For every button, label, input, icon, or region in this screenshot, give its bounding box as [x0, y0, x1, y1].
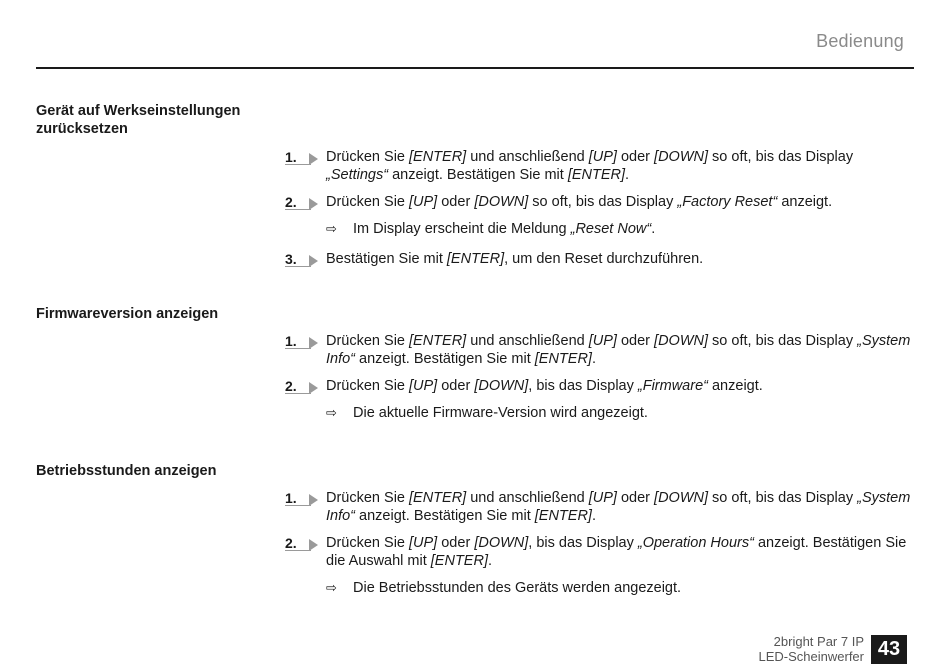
- text-run: und anschließend: [466, 149, 589, 165]
- emphasis-text: [ENTER]: [534, 351, 592, 367]
- step-list: [285, 489, 915, 597]
- emphasis-text: [UP]: [409, 194, 438, 210]
- step-arrow-icon: [309, 337, 318, 349]
- step-arrow-icon: [309, 539, 318, 551]
- text-run: Die Betriebsstunden des Geräts werden angezeigt.: [353, 580, 682, 596]
- text-run: Im Display erscheint die Meldung: [353, 221, 571, 237]
- step-number: 2.: [285, 535, 297, 551]
- text-run: Bestätigen Sie mit: [326, 251, 447, 267]
- result-arrow-icon: ⇨: [326, 221, 337, 236]
- text-run: anzeigt.: [777, 194, 833, 210]
- text-run: Drücken Sie: [326, 194, 410, 210]
- step-underline: [285, 550, 311, 551]
- emphasis-text: „Factory Reset“: [677, 194, 778, 210]
- step-arrow-icon: [309, 255, 318, 267]
- emphasis-text: [UP]: [409, 378, 438, 394]
- step-underline: [285, 505, 311, 506]
- text-run: so oft, bis das Display: [528, 194, 678, 210]
- text-run: , bis das Display: [528, 535, 638, 551]
- emphasis-text: „Firmware“: [637, 378, 708, 394]
- text-run: und anschließend: [466, 490, 589, 506]
- emphasis-text: „System Info“: [326, 490, 911, 524]
- text-run: oder: [616, 490, 655, 506]
- emphasis-text: [DOWN]: [654, 490, 709, 506]
- emphasis-text: [ENTER]: [409, 490, 467, 506]
- text-run: Drücken Sie: [326, 149, 410, 165]
- footer-product-name: 2bright Par 7 IP: [773, 634, 864, 649]
- step-item: [285, 489, 915, 525]
- step-result: [285, 579, 915, 597]
- step-number-marker: [285, 332, 319, 352]
- step-underline: [285, 348, 311, 349]
- step-underline: [285, 266, 311, 267]
- emphasis-text: [DOWN]: [474, 378, 529, 394]
- step-item: [285, 148, 915, 184]
- step-item: [285, 193, 915, 211]
- step-list: [285, 332, 915, 422]
- step-number: 2.: [285, 194, 297, 210]
- step-number-marker: [285, 534, 319, 554]
- result-arrow-icon: ⇨: [326, 405, 337, 420]
- step-number-marker: [285, 377, 319, 397]
- text-run: anzeigt. Bestätigen Sie mit: [355, 351, 535, 367]
- emphasis-text: [DOWN]: [474, 535, 529, 551]
- section-title: Gerät auf Werkseinstellungen zurücksetzen: [36, 103, 241, 137]
- step-list: [285, 148, 915, 268]
- text-run: oder: [437, 378, 475, 394]
- text-run: anzeigt. Bestätigen Sie die Auswahl mit: [326, 535, 907, 569]
- emphasis-text: [ENTER]: [409, 333, 467, 349]
- step-item: [285, 250, 915, 268]
- step-number: 1.: [285, 149, 297, 165]
- step-item: [285, 377, 915, 395]
- page-number: 43: [871, 635, 907, 664]
- text-run: so oft, bis das Display: [708, 490, 858, 506]
- text-run: anzeigt. Bestätigen Sie mit: [388, 167, 568, 183]
- step-number-marker: [285, 148, 319, 168]
- text-run: .: [591, 508, 596, 524]
- emphasis-text: [ENTER]: [567, 167, 626, 183]
- text-run: anzeigt.: [707, 378, 763, 394]
- text-run: oder: [616, 333, 655, 349]
- step-arrow-icon: [309, 198, 318, 210]
- text-run: Drücken Sie: [326, 333, 410, 349]
- text-run: so oft, bis das Display: [708, 333, 858, 349]
- text-run: Drücken Sie: [326, 535, 410, 551]
- emphasis-text: [DOWN]: [654, 333, 709, 349]
- result-arrow-icon: ⇨: [326, 580, 337, 595]
- text-run: Drücken Sie: [326, 378, 410, 394]
- emphasis-text: „Operation Hours“: [637, 535, 754, 551]
- emphasis-text: [UP]: [588, 149, 617, 165]
- chapter-title: Bedienung: [816, 31, 904, 51]
- step-arrow-icon: [309, 153, 318, 165]
- text-run: , um den Reset durchzuführen.: [504, 251, 704, 267]
- step-item: [285, 332, 915, 368]
- text-run: .: [591, 351, 596, 367]
- step-number: 3.: [285, 251, 297, 267]
- step-number-marker: [285, 489, 319, 509]
- header-divider: [36, 67, 914, 69]
- step-number: 1.: [285, 333, 297, 349]
- text-run: oder: [437, 194, 475, 210]
- text-run: oder: [437, 535, 475, 551]
- step-number-marker: [285, 250, 319, 270]
- step-number: 2.: [285, 378, 297, 394]
- step-number: 1.: [285, 490, 297, 506]
- step-result: [285, 404, 915, 422]
- text-run: .: [625, 167, 630, 183]
- text-run: oder: [616, 149, 655, 165]
- emphasis-text: [ENTER]: [409, 149, 467, 165]
- text-run: und anschließend: [466, 333, 589, 349]
- text-run: Die aktuelle Firmware-Version wird angezeigt.: [353, 405, 648, 421]
- step-underline: [285, 393, 311, 394]
- emphasis-text: [UP]: [588, 333, 617, 349]
- step-underline: [285, 209, 311, 210]
- emphasis-text: [DOWN]: [474, 194, 529, 210]
- emphasis-text: [UP]: [588, 490, 617, 506]
- emphasis-text: [UP]: [409, 535, 438, 551]
- emphasis-text: „Reset Now“: [570, 221, 652, 237]
- text-run: .: [651, 221, 656, 237]
- text-run: .: [487, 553, 493, 569]
- step-arrow-icon: [309, 494, 318, 506]
- emphasis-text: „Settings“: [326, 167, 389, 183]
- footer-product: [759, 634, 865, 664]
- section-title: Betriebsstunden anzeigen: [36, 463, 217, 479]
- step-item: [285, 534, 915, 570]
- emphasis-text: „System Info“: [326, 333, 911, 367]
- step-number-marker: [285, 193, 319, 213]
- text-run: anzeigt. Bestätigen Sie mit: [355, 508, 535, 524]
- emphasis-text: [DOWN]: [654, 149, 709, 165]
- text-run: so oft, bis das Display: [708, 149, 854, 165]
- text-run: , bis das Display: [528, 378, 638, 394]
- emphasis-text: [ENTER]: [446, 251, 505, 267]
- step-underline: [285, 164, 311, 165]
- emphasis-text: [ENTER]: [534, 508, 592, 524]
- footer-product-type: LED-Scheinwerfer: [758, 649, 864, 664]
- emphasis-text: [ENTER]: [430, 553, 488, 569]
- section-title: Firmwareversion anzeigen: [36, 306, 219, 322]
- step-arrow-icon: [309, 382, 318, 394]
- text-run: Drücken Sie: [326, 490, 410, 506]
- step-result: [285, 220, 915, 238]
